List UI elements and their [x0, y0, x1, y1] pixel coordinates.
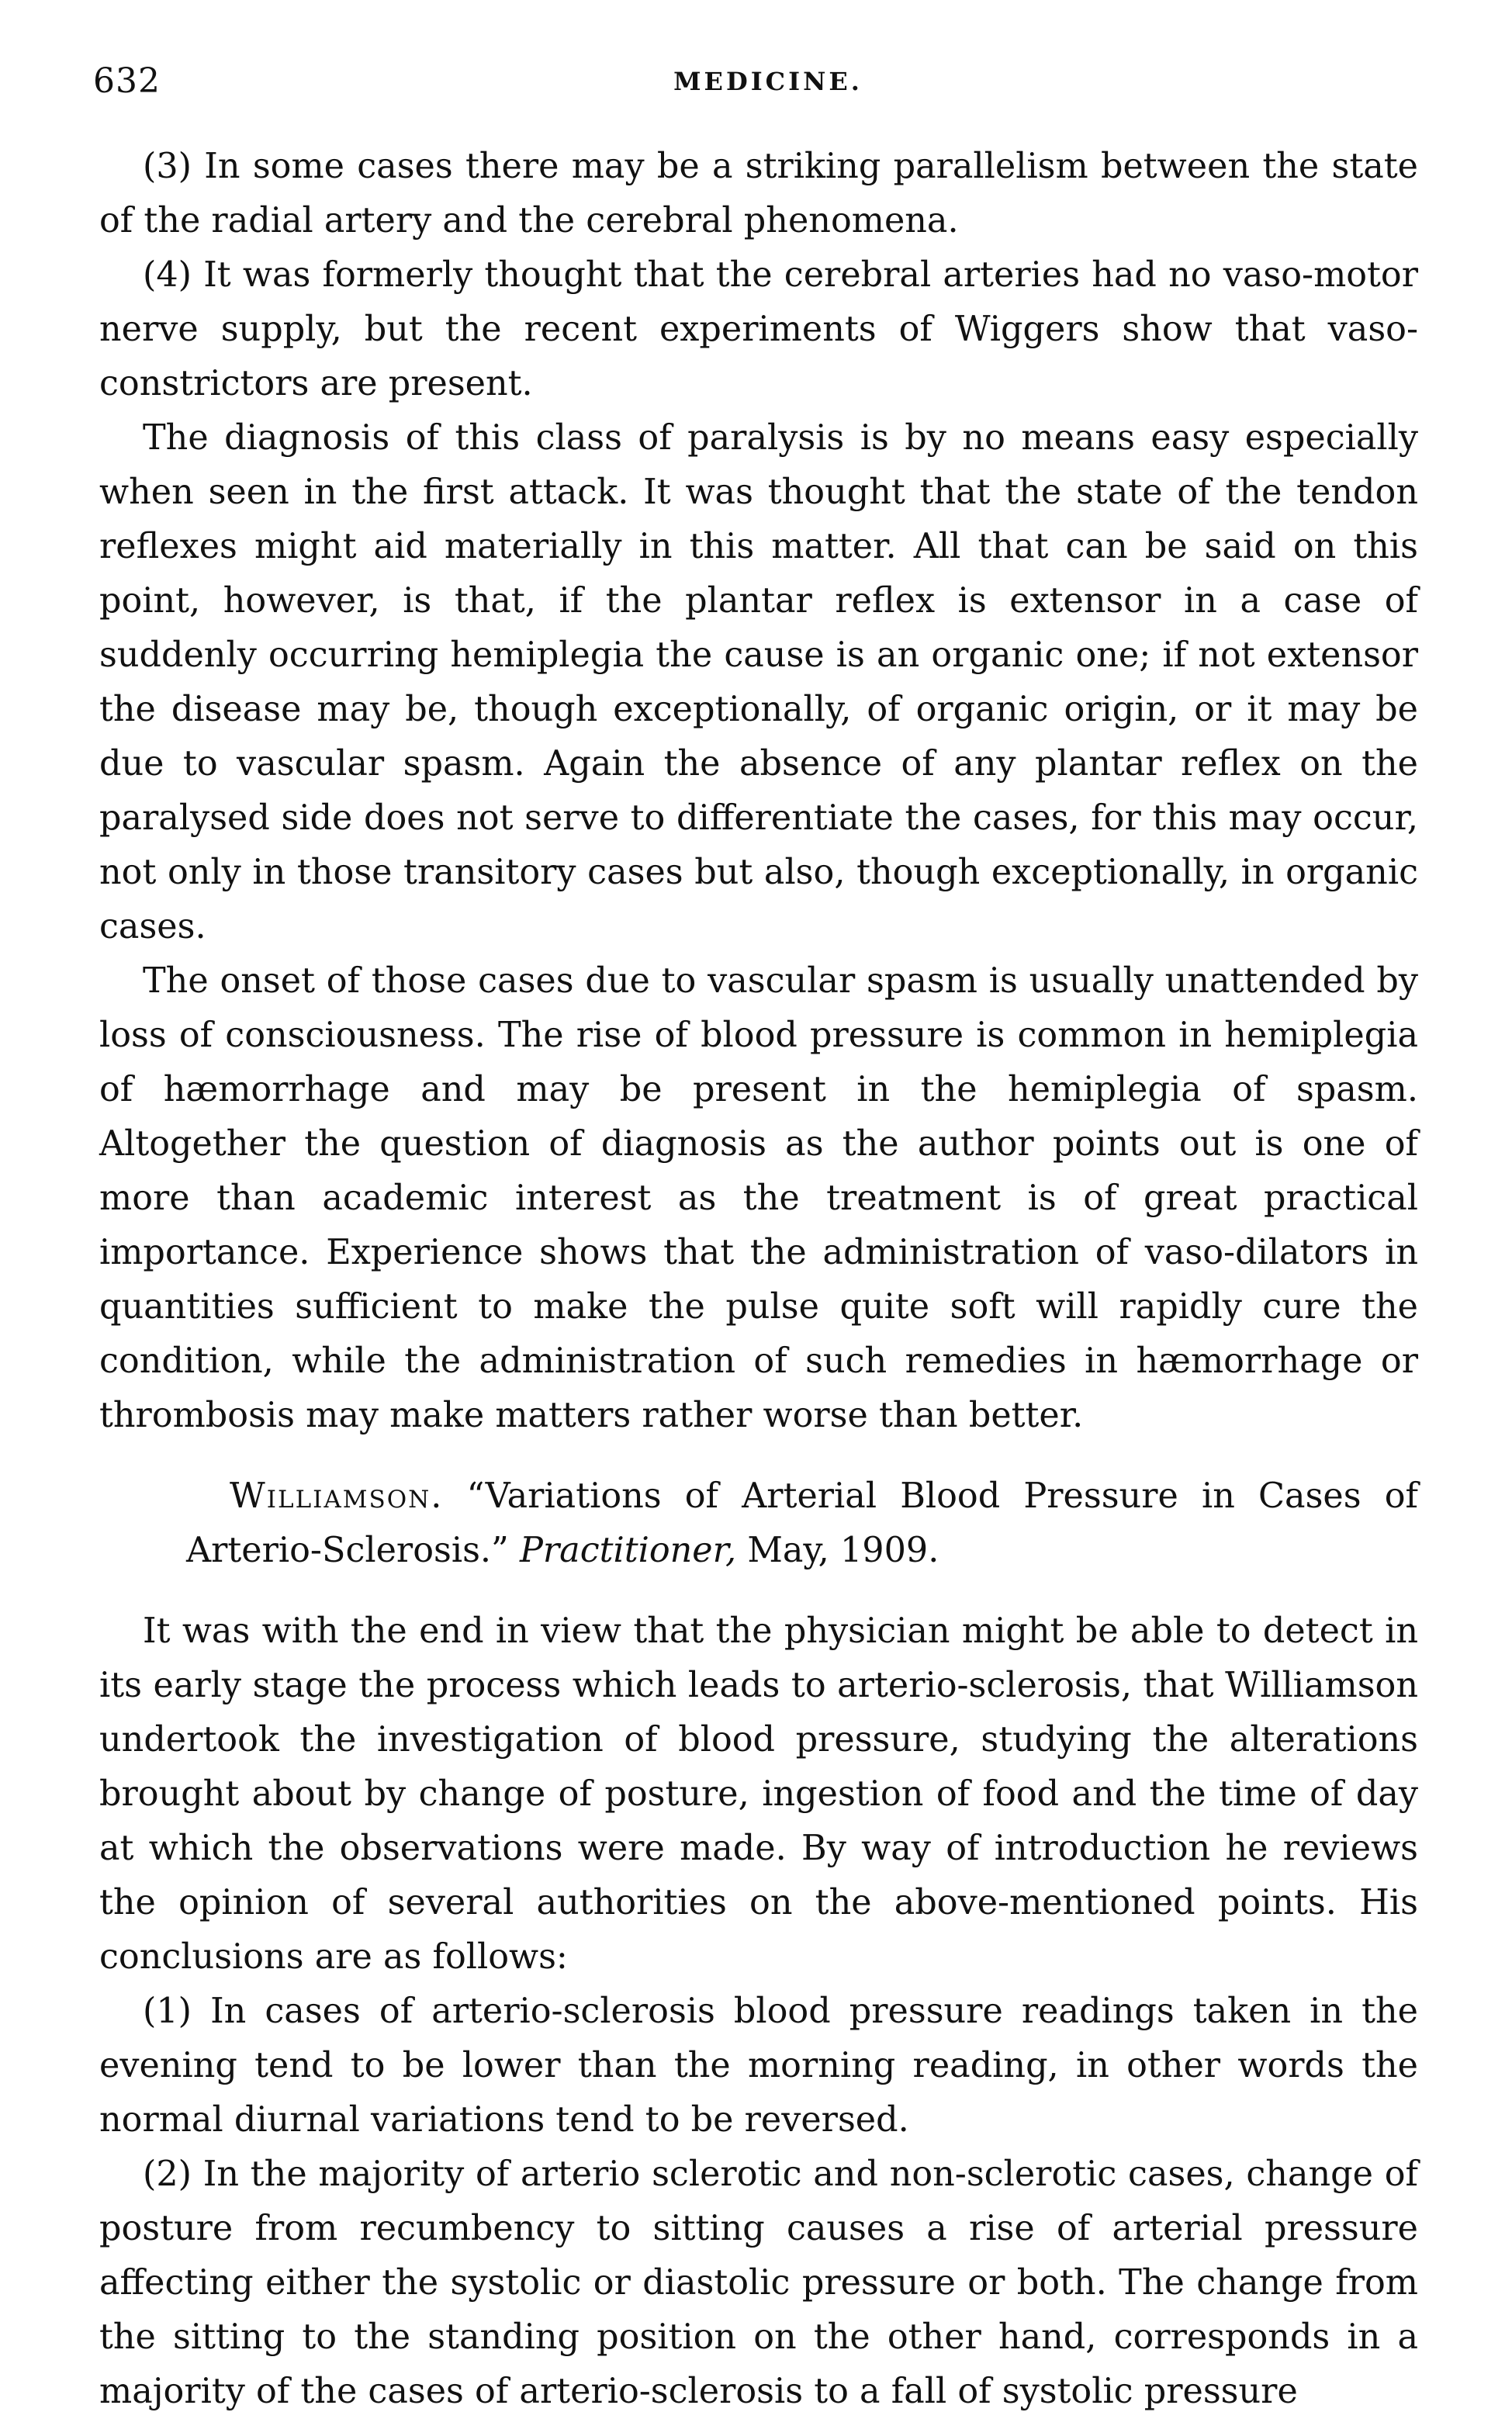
paragraph-point-4: (4) It was formerly thought that the cerebral arteries had no vaso-motor nerve supply, but the recent experiments of Wiggers show that vaso-constrictors are present. [99, 255, 1418, 403]
page-number: 632 [93, 61, 161, 101]
paragraph-point-3: (3) In some cases there may be a striking parallelism between the state of the radial artery and the cerebral phenomena. [99, 147, 1418, 241]
paragraph-conclusion-2: (2) In the majority of arterio sclerotic and non-sclerotic cases, change of posture from recumbency to sitting causes a rise of arterial pressure affecting either the systolic or diastolic pressure or both. The change from the sitting to the standing position on the other hand, corresponds in a majority of the cases of arterio-sclerosis to a fall of systolic pressure [99, 2154, 1418, 2411]
section-spacer [99, 1578, 1418, 1604]
citation-title: “Variations of Arterial Blood Pressure in Cases of Arterio-Sclerosis.” [186, 1476, 1418, 1570]
paragraph-conclusion-1: (1) In cases of arterio-sclerosis blood pressure readings taken in the evening tend to be lower than the morning reading, in other words the normal diurnal variations tend to be reversed. [99, 1992, 1418, 2140]
section-spacer [99, 1443, 1418, 1469]
paragraph-onset: The onset of those cases due to vascular spasm is usually unattended by loss of consciousness. The rise of blood pressure is common in hemiplegia of hæmorrhage and may be present in the hemiplegia of spasm. Altogether the question of diagnosis as the author points out is one of more than academic interest as the treatment is of great practical importance. Experience shows that the administration of vaso-dilators in quantities sufficient to make the pulse quite soft will rapidly cure the condition, while the administration of such remedies in hæmorrhage or thrombosis may make matters rather worse than better. [99, 961, 1418, 1435]
citation-author: Williamson. [230, 1476, 444, 1516]
citation-date: May, 1909. [747, 1531, 939, 1570]
running-head: MEDICINE. [673, 67, 863, 96]
citation [99, 1469, 1418, 1578]
paragraph-diagnosis: The diagnosis of this class of paralysis is by no means easy especially when seen in the first attack. It was thought that the state of the tendon reflexes might aid materially in this matter. All that can be said on this point, however, is that, if the plantar reflex is extensor in a case of suddenly occurring hemiplegia the cause is an organic one; if not extensor the disease may be, though exceptionally, of organic origin, or it may be due to vascular spasm. Again the absence of any plantar reflex on the paralysed side does not serve to differentiate the cases, for this may occur, not only in those transitory cases but also, though exceptionally, in organic cases. [99, 418, 1418, 946]
page-header [93, 54, 1443, 109]
citation-journal: Practitioner, [519, 1531, 737, 1570]
paragraph-williamson-intro: It was with the end in view that the physician might be able to detect in its early stage the process which leads to arterio-sclerosis, that Williamson undertook the investigation of blood pressure, studying the alterations brought about by change of posture, ingestion of food and the time of day at which the observations were made. By way of introduction he reviews the opinion of several authorities on the above-mentioned points. His conclusions are as follows: [99, 1611, 1418, 1977]
body-text [99, 140, 1418, 2419]
